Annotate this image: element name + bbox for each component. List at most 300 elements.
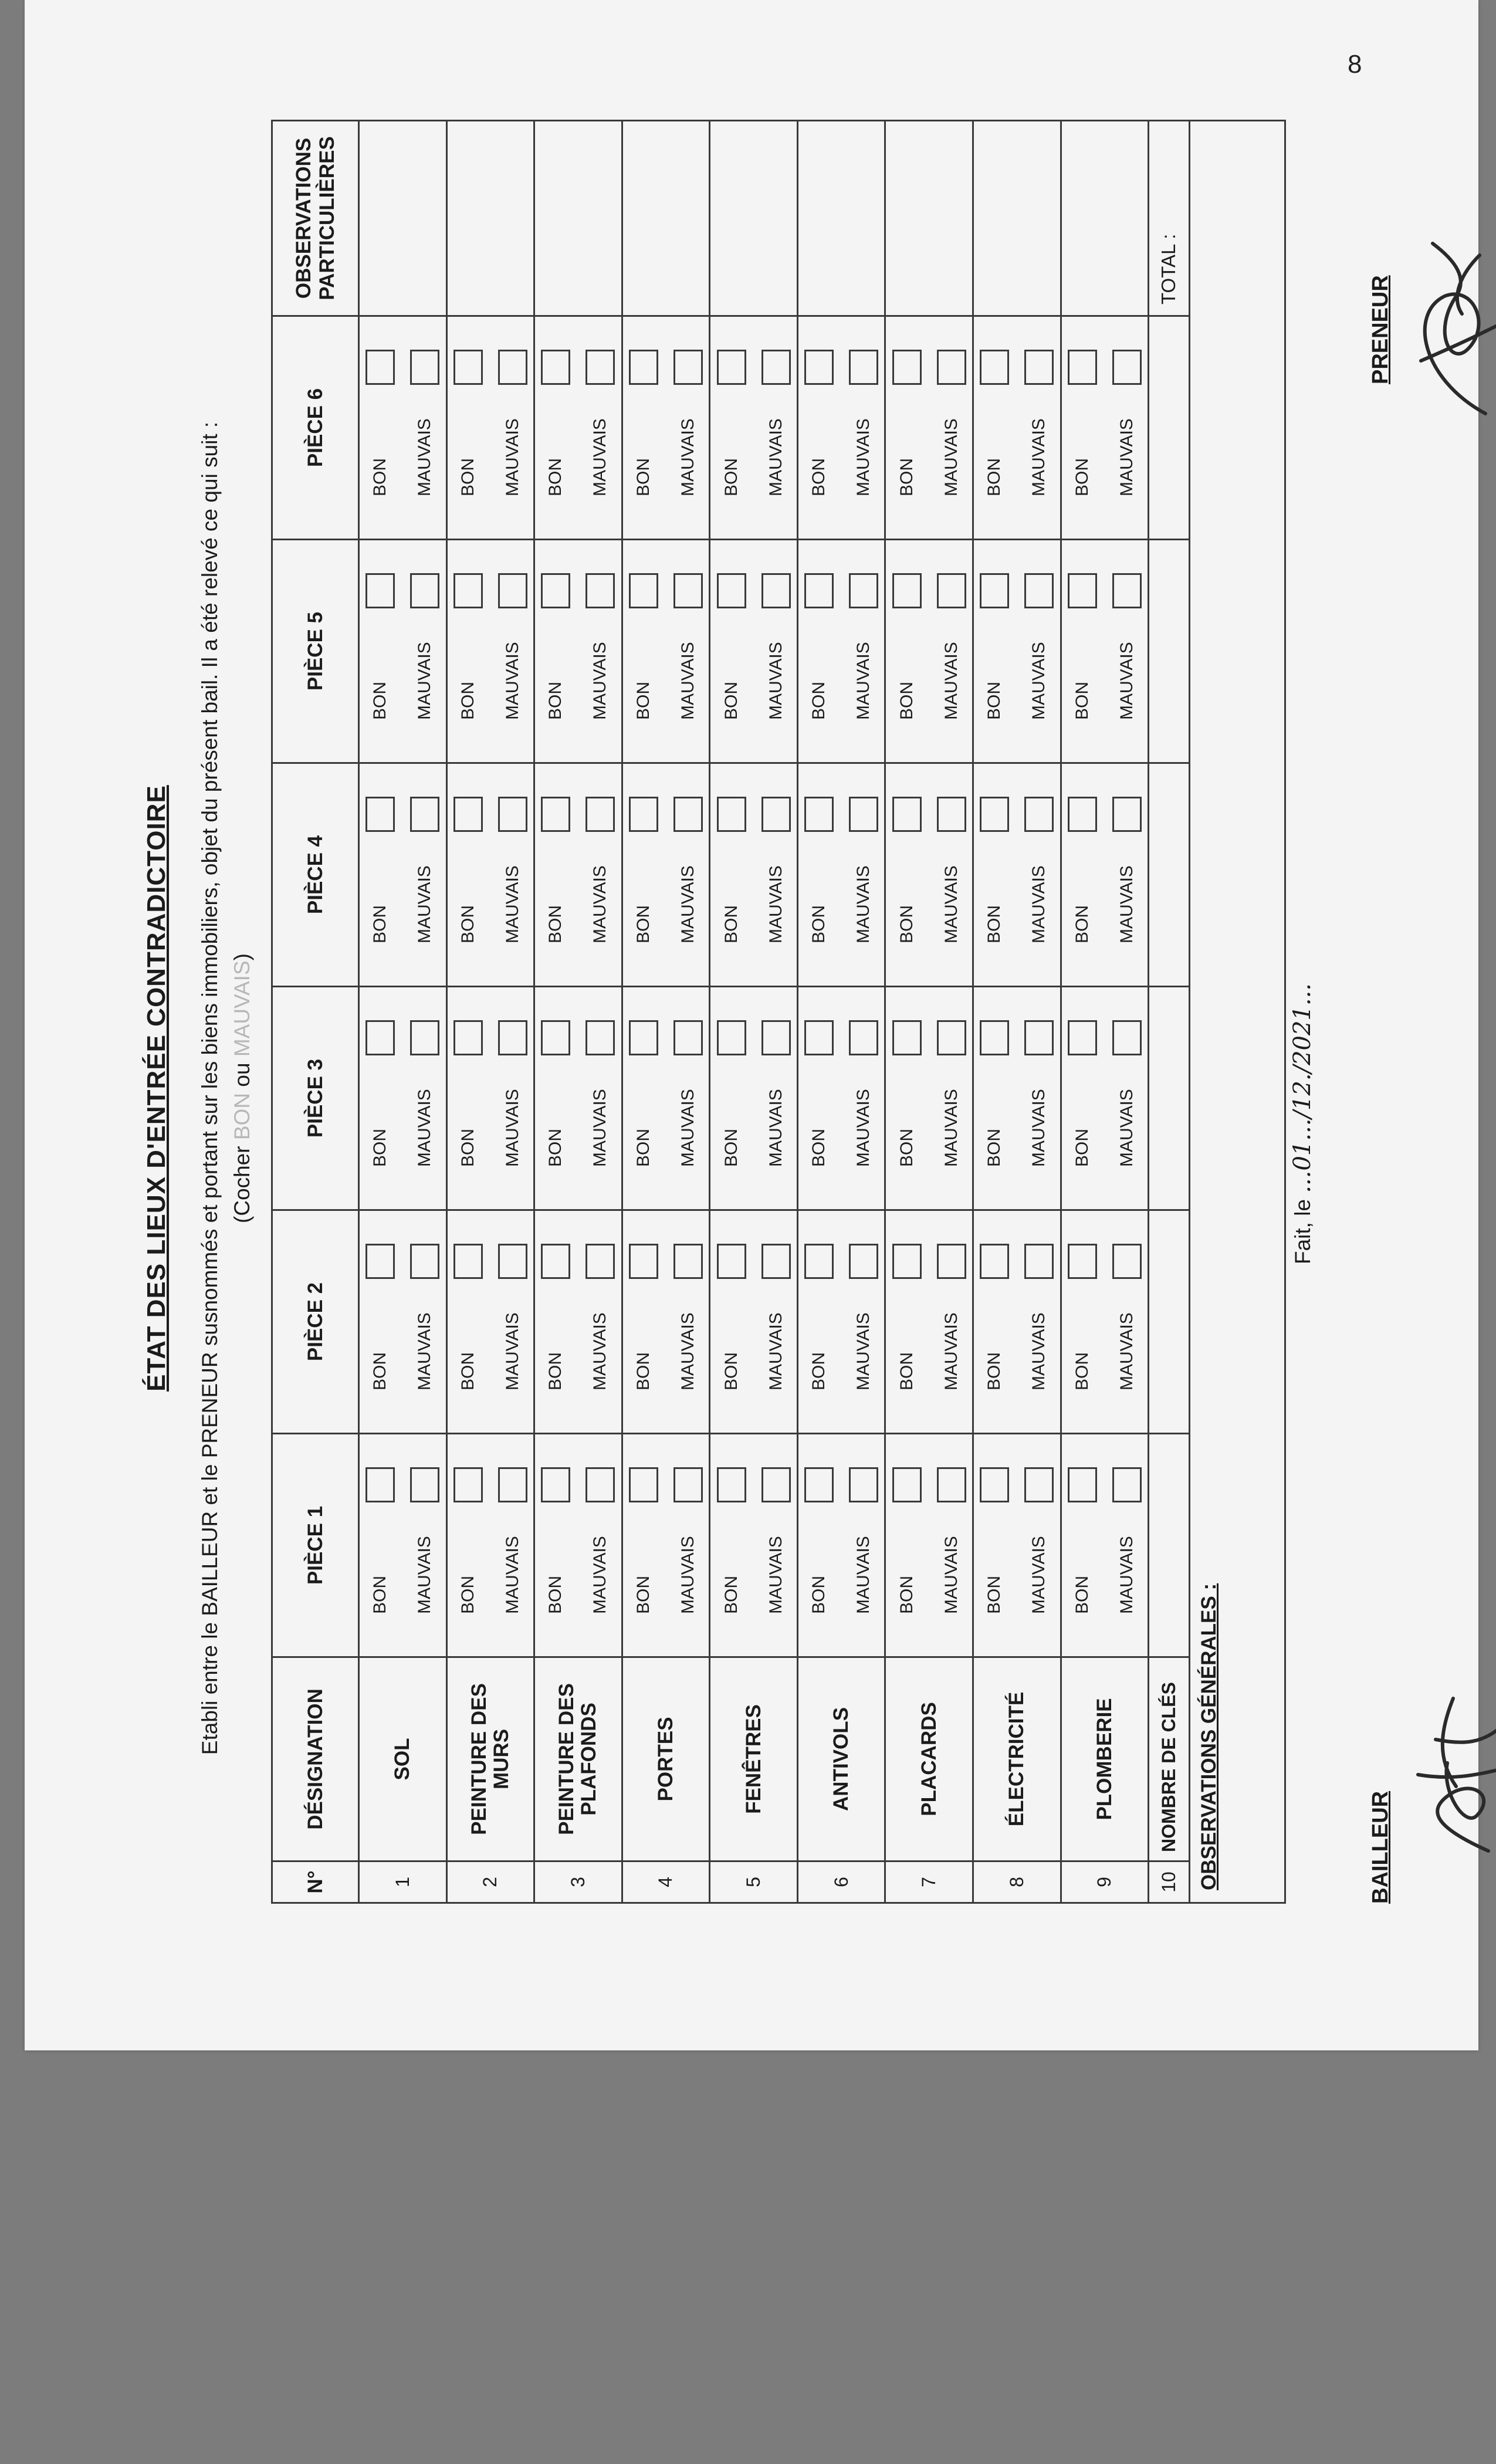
mauvais-checkbox[interactable]: [937, 573, 966, 608]
mauvais-label: MAUVAIS: [1116, 1536, 1136, 1614]
mauvais-checkbox[interactable]: [585, 1244, 615, 1279]
mauvais-checkbox[interactable]: [673, 573, 703, 608]
bon-option: [892, 987, 922, 1167]
bon-option: [453, 987, 483, 1167]
mauvais-option: [849, 317, 878, 496]
bon-checkbox[interactable]: [717, 1467, 746, 1502]
bon-option: [453, 764, 483, 943]
bon-checkbox[interactable]: [453, 1020, 483, 1055]
mauvais-label: MAUVAIS: [766, 1312, 786, 1390]
piece-5-cell: [359, 540, 447, 763]
mauvais-option: [761, 1211, 791, 1390]
preneur-signature: [1397, 232, 1496, 431]
bon-checkbox[interactable]: [804, 797, 834, 832]
bon-label: BON: [458, 1128, 478, 1167]
bon-option: [365, 764, 395, 943]
mauvais-label: MAUVAIS: [590, 418, 610, 496]
table-row: [973, 121, 1061, 1903]
mauvais-label: MAUVAIS: [766, 418, 786, 496]
piece-4-cell: [534, 763, 622, 987]
piece-5-cell: [710, 540, 798, 763]
mauvais-label: MAUVAIS: [502, 418, 522, 496]
mauvais-checkbox[interactable]: [585, 1467, 615, 1502]
bon-option: [1068, 317, 1097, 496]
bon-checkbox[interactable]: [1068, 797, 1097, 832]
bon-option: [1068, 1211, 1097, 1390]
mauvais-checkbox[interactable]: [410, 1244, 439, 1279]
mauvais-checkbox[interactable]: [937, 1020, 966, 1055]
keys-piece-3[interactable]: [1149, 987, 1189, 1210]
mauvais-checkbox[interactable]: [937, 1467, 966, 1502]
bon-label: BON: [370, 681, 390, 720]
row-observations[interactable]: [885, 121, 973, 316]
piece-6-cell: [534, 316, 622, 540]
bon-checkbox[interactable]: [629, 350, 658, 385]
row-designation: PEINTURE DES PLAFONDS: [534, 1657, 622, 1861]
bon-label: BON: [809, 681, 829, 720]
bon-checkbox[interactable]: [629, 1020, 658, 1055]
piece-2-cell: [797, 1210, 885, 1434]
mauvais-label: MAUVAIS: [941, 1312, 961, 1390]
mauvais-label: MAUVAIS: [502, 1312, 522, 1390]
header-piece-5: PIÈCE 5: [272, 540, 359, 763]
piece-5-cell: [973, 540, 1061, 763]
bon-option: [541, 540, 570, 720]
row-observations[interactable]: [973, 121, 1061, 316]
keys-piece-1[interactable]: [1149, 1434, 1189, 1657]
bon-label: BON: [458, 681, 478, 720]
mauvais-option: [1112, 317, 1142, 496]
mauvais-checkbox[interactable]: [585, 573, 615, 608]
mauvais-option: [410, 1434, 439, 1614]
bon-label: BON: [721, 1128, 741, 1167]
bon-checkbox[interactable]: [453, 350, 483, 385]
bon-checkbox[interactable]: [892, 573, 922, 608]
mauvais-checkbox[interactable]: [849, 797, 878, 832]
mauvais-checkbox[interactable]: [1112, 1020, 1142, 1055]
mauvais-checkbox[interactable]: [410, 797, 439, 832]
mauvais-checkbox[interactable]: [410, 350, 439, 385]
piece-4-cell: [797, 763, 885, 987]
mauvais-label: MAUVAIS: [1029, 865, 1049, 943]
bon-label: BON: [721, 1352, 741, 1390]
bon-checkbox[interactable]: [541, 1244, 570, 1279]
piece-2-cell: [710, 1210, 798, 1434]
row-observations[interactable]: [710, 121, 798, 316]
row-designation: FENÊTRES: [710, 1657, 798, 1861]
bon-checkbox[interactable]: [892, 1244, 922, 1279]
bon-option: [629, 1211, 658, 1390]
piece-2-cell: [446, 1210, 534, 1434]
bon-checkbox[interactable]: [804, 350, 834, 385]
bon-checkbox[interactable]: [629, 797, 658, 832]
mauvais-checkbox[interactable]: [410, 1020, 439, 1055]
bon-checkbox[interactable]: [980, 1467, 1009, 1502]
mauvais-option: [849, 1211, 878, 1390]
header-observations: OBSERVATIONS PARTICULIÈRES: [272, 121, 359, 316]
bon-checkbox[interactable]: [1068, 573, 1097, 608]
bon-label: BON: [370, 1575, 390, 1614]
mauvais-checkbox[interactable]: [1024, 350, 1054, 385]
bon-label: BON: [546, 1575, 566, 1614]
bon-checkbox[interactable]: [541, 797, 570, 832]
mauvais-checkbox[interactable]: [849, 1244, 878, 1279]
mauvais-checkbox[interactable]: [410, 1467, 439, 1502]
bon-checkbox[interactable]: [980, 350, 1009, 385]
bon-checkbox[interactable]: [892, 797, 922, 832]
mauvais-checkbox[interactable]: [1024, 797, 1054, 832]
mauvais-checkbox[interactable]: [761, 797, 791, 832]
bon-checkbox[interactable]: [717, 350, 746, 385]
mauvais-label: MAUVAIS: [415, 865, 435, 943]
bon-option: [804, 1211, 834, 1390]
bon-checkbox[interactable]: [892, 1020, 922, 1055]
piece-1-cell: [622, 1434, 710, 1657]
bon-checkbox[interactable]: [980, 1020, 1009, 1055]
row-observations[interactable]: [1061, 121, 1149, 316]
mauvais-option: [585, 1211, 615, 1390]
mauvais-label: MAUVAIS: [678, 418, 698, 496]
check-suffix: ): [230, 953, 254, 961]
bon-option: [892, 1211, 922, 1390]
bon-option: [892, 317, 922, 496]
mauvais-checkbox[interactable]: [761, 1020, 791, 1055]
mauvais-option: [937, 1211, 966, 1390]
mauvais-option: [410, 1211, 439, 1390]
piece-5-cell: [622, 540, 710, 763]
mauvais-checkbox[interactable]: [1112, 573, 1142, 608]
bon-option: [365, 1211, 395, 1390]
bon-checkbox[interactable]: [453, 573, 483, 608]
mauvais-checkbox[interactable]: [585, 797, 615, 832]
piece-3-cell: [885, 987, 973, 1210]
bon-checkbox[interactable]: [980, 797, 1009, 832]
bon-label: BON: [984, 1128, 1004, 1167]
bon-option: [453, 1211, 483, 1390]
mauvais-option: [849, 987, 878, 1167]
mauvais-label: MAUVAIS: [415, 1089, 435, 1167]
mauvais-option: [585, 764, 615, 943]
bon-checkbox[interactable]: [365, 797, 395, 832]
bon-option: [892, 764, 922, 943]
row-number: 9: [1061, 1861, 1149, 1903]
keys-piece-2[interactable]: [1149, 1210, 1189, 1434]
row-observations[interactable]: [359, 121, 447, 316]
bon-checkbox[interactable]: [453, 1244, 483, 1279]
bon-option: [804, 540, 834, 720]
mauvais-label: MAUVAIS: [502, 865, 522, 943]
preneur-label: PRENEUR: [1368, 275, 1393, 384]
mauvais-label: MAUVAIS: [678, 642, 698, 720]
mauvais-checkbox[interactable]: [673, 1244, 703, 1279]
mauvais-label: MAUVAIS: [854, 642, 874, 720]
keys-piece-4[interactable]: [1149, 763, 1189, 987]
bon-checkbox[interactable]: [365, 1244, 395, 1279]
mauvais-label: MAUVAIS: [502, 1089, 522, 1167]
bon-checkbox[interactable]: [804, 1467, 834, 1502]
mauvais-checkbox[interactable]: [761, 573, 791, 608]
row-observations[interactable]: [534, 121, 622, 316]
bailleur-signature: [1400, 1687, 1496, 1863]
bon-option: [717, 987, 746, 1167]
table-row: [710, 121, 798, 1903]
bon-checkbox[interactable]: [541, 1467, 570, 1502]
mauvais-checkbox[interactable]: [498, 1244, 527, 1279]
mauvais-label: MAUVAIS: [854, 418, 874, 496]
row-designation: ANTIVOLS: [797, 1657, 885, 1861]
mauvais-checkbox[interactable]: [498, 1020, 527, 1055]
mauvais-checkbox[interactable]: [1112, 1467, 1142, 1502]
mauvais-checkbox[interactable]: [1112, 1244, 1142, 1279]
mauvais-checkbox[interactable]: [673, 1020, 703, 1055]
row-designation: ÉLECTRICITÉ: [973, 1657, 1061, 1861]
piece-6-cell: [885, 316, 973, 540]
bon-label: BON: [1072, 1128, 1092, 1167]
bon-checkbox[interactable]: [804, 573, 834, 608]
bon-option: [980, 1211, 1009, 1390]
mauvais-checkbox[interactable]: [849, 350, 878, 385]
mauvais-checkbox[interactable]: [937, 1244, 966, 1279]
mauvais-option: [673, 1434, 703, 1614]
bon-label: BON: [370, 1128, 390, 1167]
bon-label: BON: [633, 458, 653, 496]
piece-1-cell: [446, 1434, 534, 1657]
bon-checkbox[interactable]: [629, 573, 658, 608]
mauvais-checkbox[interactable]: [1024, 1467, 1054, 1502]
mauvais-label: MAUVAIS: [1029, 642, 1049, 720]
mauvais-checkbox[interactable]: [498, 573, 527, 608]
check-ou: ou: [230, 1062, 254, 1087]
bon-checkbox[interactable]: [980, 1244, 1009, 1279]
bon-label: BON: [984, 905, 1004, 943]
bon-checkbox[interactable]: [365, 1020, 395, 1055]
bon-checkbox[interactable]: [629, 1467, 658, 1502]
mauvais-checkbox[interactable]: [1024, 573, 1054, 608]
piece-5-cell: [885, 540, 973, 763]
piece-2-cell: [885, 1210, 973, 1434]
mauvais-label: MAUVAIS: [1116, 1089, 1136, 1167]
piece-4-cell: [359, 763, 447, 987]
mauvais-label: MAUVAIS: [590, 865, 610, 943]
mauvais-option: [937, 987, 966, 1167]
bon-checkbox[interactable]: [541, 1020, 570, 1055]
bon-option: [629, 987, 658, 1167]
keys-piece-6[interactable]: [1149, 316, 1189, 540]
mauvais-option: [937, 317, 966, 496]
bon-option: [980, 317, 1009, 496]
bon-option: [365, 540, 395, 720]
bon-label: BON: [633, 1352, 653, 1390]
row-number: 4: [622, 1861, 710, 1903]
bon-label: BON: [370, 458, 390, 496]
bon-label: BON: [1072, 905, 1092, 943]
bon-label: BON: [370, 1352, 390, 1390]
fait-le-label: Fait, le: [1291, 1199, 1315, 1264]
bon-label: BON: [984, 681, 1004, 720]
table-row: [446, 121, 534, 1903]
mauvais-label: MAUVAIS: [590, 1536, 610, 1614]
bon-checkbox[interactable]: [1068, 1244, 1097, 1279]
mauvais-checkbox[interactable]: [498, 350, 527, 385]
mauvais-label: MAUVAIS: [766, 642, 786, 720]
mauvais-option: [1112, 764, 1142, 943]
keys-label: NOMBRE DE CLÉS: [1149, 1657, 1189, 1861]
bon-option: [541, 317, 570, 496]
piece-2-cell: [534, 1210, 622, 1434]
mauvais-checkbox[interactable]: [498, 1467, 527, 1502]
bon-checkbox[interactable]: [717, 1020, 746, 1055]
mauvais-option: [1112, 987, 1142, 1167]
mauvais-option: [410, 987, 439, 1167]
mauvais-checkbox[interactable]: [673, 1467, 703, 1502]
mauvais-checkbox[interactable]: [849, 573, 878, 608]
mauvais-label: MAUVAIS: [1029, 418, 1049, 496]
row-observations[interactable]: [622, 121, 710, 316]
mauvais-checkbox[interactable]: [498, 797, 527, 832]
mauvais-label: MAUVAIS: [502, 1536, 522, 1614]
row-observations[interactable]: [797, 121, 885, 316]
row-number: 5: [710, 1861, 798, 1903]
piece-1-cell: [359, 1434, 447, 1657]
piece-1-cell: [1061, 1434, 1149, 1657]
mauvais-checkbox[interactable]: [761, 1244, 791, 1279]
row-number: 7: [885, 1861, 973, 1903]
mauvais-checkbox[interactable]: [673, 797, 703, 832]
mauvais-option: [1024, 764, 1054, 943]
bon-checkbox[interactable]: [980, 573, 1009, 608]
bon-label: BON: [896, 905, 916, 943]
bon-label: BON: [896, 681, 916, 720]
bon-label: BON: [809, 1575, 829, 1614]
header-designation: DÉSIGNATION: [272, 1657, 359, 1861]
intro-text: Etabli entre le BAILLEUR et le PRENEUR susnommés et portant sur les biens immobiliers, objet du présent bail. Il a été relevé ce qui suit :: [198, 421, 222, 1755]
bon-checkbox[interactable]: [453, 1467, 483, 1502]
mauvais-option: [937, 540, 966, 720]
bon-option: [980, 540, 1009, 720]
bon-option: [892, 540, 922, 720]
row-observations[interactable]: [446, 121, 534, 316]
mauvais-checkbox[interactable]: [937, 797, 966, 832]
bon-checkbox[interactable]: [629, 1244, 658, 1279]
mauvais-checkbox[interactable]: [1024, 1020, 1054, 1055]
bon-label: BON: [633, 681, 653, 720]
bon-option: [804, 317, 834, 496]
general-observations-label: OBSERVATIONS GÉNÉRALES :: [1197, 1583, 1220, 1890]
mauvais-option: [585, 987, 615, 1167]
mauvais-label: MAUVAIS: [678, 865, 698, 943]
general-observations-cell[interactable]: [1189, 121, 1285, 1903]
mauvais-checkbox[interactable]: [410, 573, 439, 608]
bon-checkbox[interactable]: [453, 797, 483, 832]
mauvais-checkbox[interactable]: [673, 350, 703, 385]
bon-label: BON: [809, 905, 829, 943]
bon-checkbox[interactable]: [365, 350, 395, 385]
mauvais-checkbox[interactable]: [1112, 797, 1142, 832]
bon-option: [980, 1434, 1009, 1614]
mauvais-label: MAUVAIS: [415, 642, 435, 720]
header-piece-2: PIÈCE 2: [272, 1210, 359, 1434]
bon-option: [453, 1434, 483, 1614]
piece-3-cell: [710, 987, 798, 1210]
piece-4-cell: [1061, 763, 1149, 987]
mauvais-option: [410, 764, 439, 943]
keys-piece-5[interactable]: [1149, 540, 1189, 763]
mauvais-checkbox[interactable]: [1112, 350, 1142, 385]
bon-checkbox[interactable]: [717, 1244, 746, 1279]
bon-checkbox[interactable]: [541, 350, 570, 385]
mauvais-label: MAUVAIS: [941, 865, 961, 943]
mauvais-checkbox[interactable]: [849, 1020, 878, 1055]
mauvais-checkbox[interactable]: [585, 1020, 615, 1055]
bon-checkbox[interactable]: [717, 797, 746, 832]
row-designation: PLACARDS: [885, 1657, 973, 1861]
mauvais-label: MAUVAIS: [1116, 865, 1136, 943]
bon-checkbox[interactable]: [804, 1020, 834, 1055]
mauvais-option: [849, 1434, 878, 1614]
bailleur-label: BAILLEUR: [1368, 1791, 1393, 1904]
bon-checkbox[interactable]: [365, 573, 395, 608]
piece-5-cell: [534, 540, 622, 763]
bon-checkbox[interactable]: [804, 1244, 834, 1279]
bon-option: [629, 540, 658, 720]
rotated-form: [142, 136, 1393, 1968]
mauvais-checkbox[interactable]: [761, 350, 791, 385]
piece-6-cell: [359, 316, 447, 540]
bon-option: [629, 764, 658, 943]
bon-label: BON: [546, 905, 566, 943]
piece-6-cell: [1061, 316, 1149, 540]
mauvais-label: MAUVAIS: [502, 642, 522, 720]
bon-checkbox[interactable]: [365, 1467, 395, 1502]
mauvais-label: MAUVAIS: [941, 1536, 961, 1614]
mauvais-checkbox[interactable]: [937, 350, 966, 385]
bon-option: [717, 764, 746, 943]
mauvais-checkbox[interactable]: [585, 350, 615, 385]
mauvais-label: MAUVAIS: [415, 1312, 435, 1390]
bon-checkbox[interactable]: [1068, 350, 1097, 385]
mauvais-option: [585, 317, 615, 496]
keys-total: TOTAL :: [1149, 121, 1189, 316]
mauvais-option: [1112, 1434, 1142, 1614]
bon-checkbox[interactable]: [717, 573, 746, 608]
mauvais-label: MAUVAIS: [1116, 418, 1136, 496]
mauvais-checkbox[interactable]: [761, 1467, 791, 1502]
mauvais-label: MAUVAIS: [941, 1089, 961, 1167]
document-page: [25, 0, 1478, 2050]
bon-option: [804, 987, 834, 1167]
bon-label: BON: [1072, 1575, 1092, 1614]
bon-checkbox[interactable]: [541, 573, 570, 608]
bon-checkbox[interactable]: [892, 1467, 922, 1502]
mauvais-option: [1024, 540, 1054, 720]
mauvais-option: [410, 540, 439, 720]
bon-label: BON: [809, 1352, 829, 1390]
piece-1-cell: [534, 1434, 622, 1657]
keys-num: 10: [1149, 1861, 1189, 1903]
bon-checkbox[interactable]: [1068, 1020, 1097, 1055]
header-piece-4: PIÈCE 4: [272, 763, 359, 987]
mauvais-checkbox[interactable]: [849, 1467, 878, 1502]
bon-checkbox[interactable]: [892, 350, 922, 385]
mauvais-checkbox[interactable]: [1024, 1244, 1054, 1279]
bon-option: [453, 540, 483, 720]
piece-6-cell: [973, 316, 1061, 540]
table-row: [359, 121, 447, 1903]
bon-checkbox[interactable]: [1068, 1467, 1097, 1502]
piece-3-cell: [797, 987, 885, 1210]
bon-label: BON: [458, 905, 478, 943]
header-piece-1: PIÈCE 1: [272, 1434, 359, 1657]
